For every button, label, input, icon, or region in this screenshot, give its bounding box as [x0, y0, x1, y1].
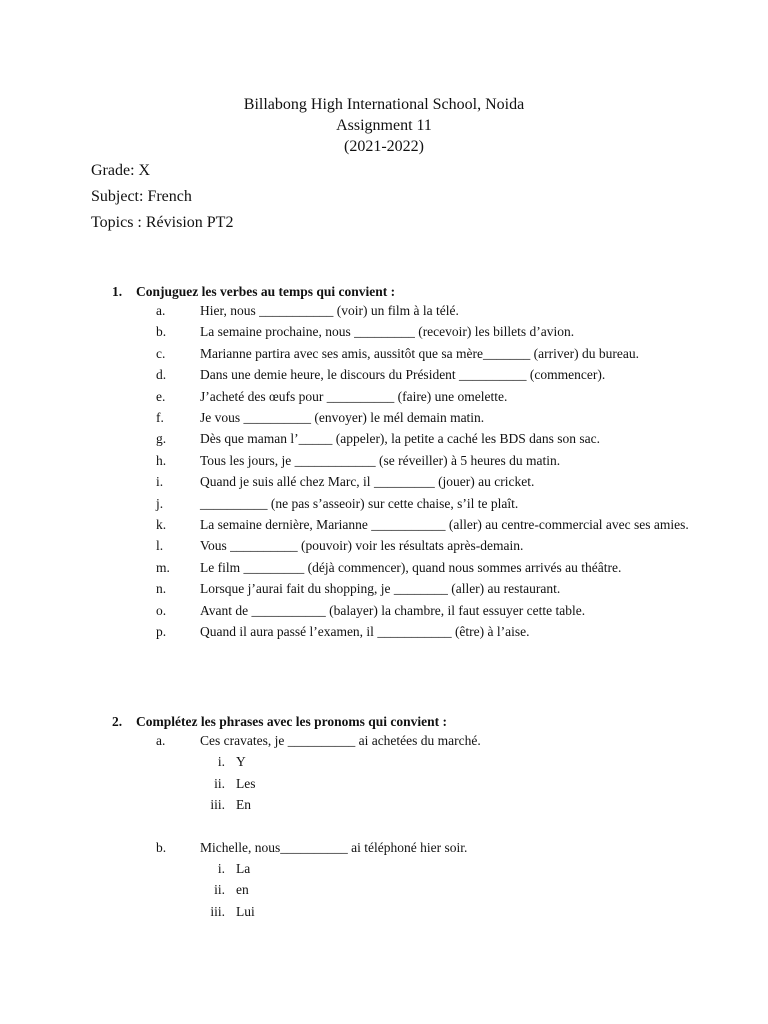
list-item — [112, 300, 700, 321]
list-item — [112, 514, 700, 535]
item-text: Quand je suis allé chez Marc, il _________ (jouer) au cricket. — [200, 474, 535, 490]
item-letter: p. — [156, 624, 167, 640]
option-numeral: ii. — [214, 882, 225, 898]
item-letter: b. — [156, 324, 167, 340]
assignment-title: Assignment 11 — [336, 117, 432, 134]
item-text: Hier, nous ___________ (voir) un film à la télé. — [200, 303, 459, 318]
option-numeral: i. — [217, 861, 225, 877]
section-title — [112, 284, 700, 300]
list-item — [112, 428, 700, 449]
option-list — [112, 751, 700, 815]
item-text: Vous __________ (pouvoir) voir les résultats après-demain. — [200, 538, 524, 554]
spacer — [112, 816, 700, 837]
section-conjugation — [112, 284, 700, 643]
option-item — [112, 773, 700, 794]
list-item — [112, 600, 700, 621]
item-letter: n. — [156, 581, 167, 597]
option-label: Lui — [236, 903, 255, 919]
list-item — [112, 557, 700, 578]
option-numeral: iii. — [210, 903, 225, 919]
item-text: Avant de ___________ (balayer) la chambre, il faut essuyer cette table. — [200, 602, 586, 618]
list-item — [112, 471, 700, 492]
question-item — [112, 837, 700, 858]
section-heading: Conjuguez les verbes au temps qui convient : — [136, 284, 396, 299]
item-text: Tous les jours, je ____________ (se réveiller) à 5 heures du matin. — [200, 452, 561, 468]
item-letter: g. — [156, 431, 167, 447]
section-title — [112, 714, 700, 730]
item-text: Lorsque j’aurai fait du shopping, je ________ (aller) au restaurant. — [200, 581, 561, 597]
option-item — [112, 751, 700, 772]
option-numeral: iii. — [210, 797, 225, 813]
subject-line: Subject: French — [91, 188, 192, 205]
item-letter: l. — [156, 538, 164, 554]
item-letter: b. — [156, 839, 167, 855]
item-letter: i. — [156, 474, 164, 490]
item-text: __________ (ne pas s’asseoir) sur cette chaise, s’il te plaît. — [200, 495, 519, 511]
item-text: La semaine prochaine, nous _________ (recevoir) les billets d’avion. — [200, 324, 575, 340]
option-label: La — [236, 861, 251, 877]
item-letter: a. — [156, 303, 166, 318]
academic-year: (2021-2022) — [344, 138, 424, 155]
document-meta — [91, 158, 233, 236]
item-letter: d. — [156, 367, 167, 383]
document-header — [0, 94, 768, 157]
item-letter: j. — [156, 495, 164, 511]
list-item — [112, 493, 700, 514]
section-number: 1. — [112, 284, 123, 299]
list-item — [112, 343, 700, 364]
item-text: Quand il aura passé l’examen, il ___________ (être) à l’aise. — [200, 624, 530, 640]
question-list — [112, 300, 700, 643]
section-number: 2. — [112, 714, 123, 729]
option-numeral: i. — [217, 754, 225, 770]
item-letter: k. — [156, 517, 167, 533]
option-label: Y — [236, 754, 246, 770]
question-list — [112, 730, 700, 922]
section-pronouns — [112, 714, 700, 922]
list-item — [112, 535, 700, 556]
topics-line: Topics : Révision PT2 — [91, 214, 234, 231]
question-item — [112, 730, 700, 751]
item-text: Je vous __________ (envoyer) le mél demain matin. — [200, 410, 485, 426]
item-letter: o. — [156, 602, 167, 618]
section-heading: Complétez les phrases avec les pronoms qui convient : — [136, 714, 447, 729]
item-letter: h. — [156, 452, 167, 468]
item-text: Marianne partira avec ses amis, aussitôt que sa mère_______ (arriver) du bureau. — [200, 345, 639, 361]
option-item — [112, 901, 700, 922]
item-text: Le film _________ (déjà commencer), quand nous sommes arrivés au théâtre. — [200, 559, 622, 575]
item-text: La semaine dernière, Marianne ___________ (aller) au centre-commercial avec ses amies. — [200, 517, 689, 533]
item-text: Michelle, nous__________ ai téléphoné hier soir. — [200, 839, 468, 855]
grade-line: Grade: X — [91, 162, 151, 179]
option-item — [112, 879, 700, 900]
item-letter: e. — [156, 388, 166, 404]
list-item — [112, 621, 700, 642]
option-label: En — [236, 797, 251, 813]
option-numeral: ii. — [214, 775, 225, 791]
option-item — [112, 858, 700, 879]
list-item — [112, 386, 700, 407]
option-item — [112, 794, 700, 815]
item-letter: a. — [156, 733, 166, 748]
list-item — [112, 321, 700, 342]
item-letter: m. — [156, 559, 170, 575]
school-name: Billabong High International School, Noida — [243, 96, 525, 113]
item-letter: f. — [156, 410, 164, 426]
item-text: Dès que maman l’_____ (appeler), la petite a caché les BDS dans son sac. — [200, 431, 600, 447]
item-letter: c. — [156, 345, 166, 361]
list-item — [112, 578, 700, 599]
option-label: Les — [236, 775, 256, 791]
item-text: Ces cravates, je __________ ai achetées du marché. — [200, 733, 481, 748]
list-item — [112, 450, 700, 471]
option-label: en — [236, 882, 249, 898]
list-item — [112, 364, 700, 385]
option-list — [112, 858, 700, 922]
list-item — [112, 407, 700, 428]
item-text: J’acheté des œufs pour __________ (faire) une omelette. — [200, 388, 508, 404]
item-text: Dans une demie heure, le discours du Président __________ (commencer). — [200, 367, 606, 383]
